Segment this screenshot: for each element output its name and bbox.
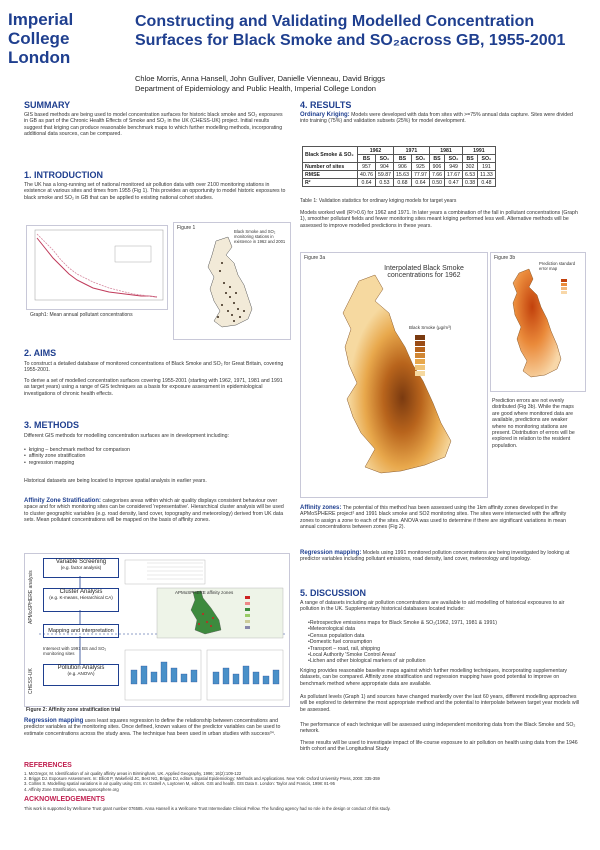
table-row bbox=[303, 171, 496, 179]
fig2-caption: Figure 2: Affinity zone stratification trial bbox=[26, 707, 121, 713]
fig2-box-sub: (e.g. factor analysis) bbox=[60, 565, 102, 570]
graph1 bbox=[26, 225, 168, 310]
introduction-text: The UK has a long-running set of national monitored air pollution data with over 2100 monitoring stations in existence at various sites and times from 1955 (Fig 1). This provides an opportunity to model historic exposures to black smoke and SO₂ in GB that can be applied to existing national cohort studies. bbox=[24, 182, 286, 201]
discussion-bullet: •Domestic fuel consumption bbox=[308, 639, 373, 646]
discussion-p3: As pollutant levels (Graph 1) and sources have changed markedly over the last 60 years, different modelling approaches will be explored to determine the most appropriate method and the potential to interpolate between target year models will be assessed. bbox=[300, 694, 580, 713]
table-cell: 302 bbox=[463, 163, 478, 171]
regression-method-body: uses least squares regression to define the relationship between concentrations and predictor variables at the monitoring sites. Once defined, known values of the predictor variables can be used to estimate concentrations across the study area. The technique has been used in urban studies with success³⁴. bbox=[24, 718, 281, 737]
table-corner: Black Smoke & SO₂ bbox=[303, 147, 358, 163]
fig2-box-sub: (e.g. ANOVA) bbox=[67, 671, 95, 676]
prediction-text: Prediction errors are not evenly distributed (Fig 3b). While the maps are good where monitored data are available, predictions are weaker where no monitoring stations are present. Distribution of errors will be explored in relation to the resident population. bbox=[492, 398, 575, 449]
table-cell: 0.50 bbox=[429, 179, 444, 187]
figure3a bbox=[300, 252, 488, 498]
fig3a-title: Interpolated Black Smoke concentrations for 1962 bbox=[384, 265, 464, 279]
table-year: 1991 bbox=[463, 147, 496, 155]
logo-line2: London bbox=[8, 48, 71, 67]
validation-table-wrap bbox=[302, 146, 496, 187]
table-cell: 15.63 bbox=[393, 171, 411, 179]
discussion-bullet: •Local Authority 'Smoke Control Areas' bbox=[308, 652, 397, 659]
methods-bullets bbox=[24, 447, 286, 466]
table-cell: 7.66 bbox=[429, 171, 444, 179]
table-row bbox=[303, 179, 496, 187]
table-cell: 957 bbox=[358, 163, 376, 171]
graph1-caption: Graph1: Mean annual pollutant concentrations bbox=[30, 312, 133, 318]
table-cell: 0.38 bbox=[463, 179, 478, 187]
discussion-bullet: •Retrospective emissions maps for Black Smoke & SO₂(1962, 1971, 1981 & 1991) bbox=[308, 620, 497, 626]
table-row-label: R² bbox=[303, 179, 358, 187]
figure2 bbox=[24, 553, 290, 707]
table-cell: 949 bbox=[445, 163, 463, 171]
summary-text: GIS based methods are being used to model concentration surfaces for historic black smoke and SO₂ exposures in GB as part of the Chronic Health Effects of Smoke and SO₂ in the UK (CHESS-UK) project. Initial results suggest that kriging can produce reasonable benchmark maps to which further modelling methods, incorporating additional data sources, can be compared. bbox=[24, 112, 283, 138]
table-cell: 0.64 bbox=[411, 179, 429, 187]
affiliation: Department of Epidemiology and Public Health, Imperial College London bbox=[135, 84, 376, 93]
table-row-label: RMSE bbox=[303, 171, 358, 179]
methods-bullet: • affinity zone stratification bbox=[24, 453, 86, 460]
reference-item: 4. Affinity Zone Stratification, www.apmosphere.org bbox=[24, 786, 119, 792]
fig2-side-top-label: APMoSPHERE analysis bbox=[28, 570, 34, 624]
table-cell: 0.68 bbox=[393, 179, 411, 187]
table-cell: 77.97 bbox=[411, 171, 429, 179]
results-heading: 4. RESULTS bbox=[300, 100, 352, 110]
aims-heading: 2. AIMS bbox=[24, 348, 57, 358]
table-cell: 904 bbox=[375, 163, 393, 171]
table-caption: Table 1: Validation statistics for ordinary kriging models for target years bbox=[300, 198, 457, 204]
table-cell: 11.33 bbox=[478, 171, 496, 179]
table-cell: 0.48 bbox=[478, 179, 496, 187]
fig2-side-bottom-label: CHESS-UK bbox=[28, 668, 34, 694]
table-cell: 59.87 bbox=[375, 171, 393, 179]
fig3a-legend-title: Black Smoke (μg/m³) bbox=[409, 325, 452, 330]
summary-heading: SUMMARY bbox=[24, 100, 71, 110]
table-cell: 0.47 bbox=[445, 179, 463, 187]
table-cell: 906 bbox=[393, 163, 411, 171]
table-subheader: SO₂ bbox=[411, 155, 429, 163]
regression-result-text bbox=[300, 550, 580, 563]
table-subheader: SO₂ bbox=[478, 155, 496, 163]
validation-table bbox=[302, 146, 496, 187]
affinity-method-title: Affinity Zone Stratification: bbox=[24, 498, 101, 504]
methods-intro: Different GIS methods for modelling concentration surfaces are in development including: bbox=[24, 433, 229, 439]
table-cell: 17.67 bbox=[445, 171, 463, 179]
discussion-bullet: •Meteorological data bbox=[308, 626, 356, 633]
table-cell: 0.53 bbox=[375, 179, 393, 187]
table-subheader: BS bbox=[358, 155, 376, 163]
fig2-box-title: Pollution Analysis bbox=[57, 665, 105, 671]
fig2-graphics bbox=[25, 554, 289, 706]
fig3a-map bbox=[301, 253, 487, 497]
table-header-row bbox=[303, 147, 496, 155]
kriging-text bbox=[300, 112, 580, 125]
fig3a-legend bbox=[415, 335, 425, 376]
methods-heading: 3. METHODS bbox=[24, 420, 80, 430]
affinity-method-text bbox=[24, 498, 286, 524]
regression-method-text bbox=[24, 718, 286, 737]
models-text: Models worked well (R²>0.6) for 1962 and 1971. In later years a combination of the fall in pollutant concentrations (Graph 1), smoother pollutant fields and fewer monitoring sites meant kriging performed less well. Alternative methods will be assessed to improve modelled predictions in these years. bbox=[300, 210, 578, 229]
table-year: 1981 bbox=[429, 147, 462, 155]
acknowledgements-heading: ACKNOWLEDGEMENTS bbox=[24, 796, 105, 803]
regression-result-title: Regression mapping: bbox=[300, 550, 362, 556]
table-year: 1962 bbox=[358, 147, 394, 155]
fig3b-label: Figure 3b bbox=[494, 255, 516, 261]
discussion-bullet: •Transport – road, rail, shipping bbox=[308, 645, 380, 652]
figure1-label: Figure 1 bbox=[177, 225, 196, 231]
methods-historical: Historical datasets are being located to improve spatial analysis in earlier years. bbox=[24, 478, 207, 484]
reference-item: 3. Collins S. Modelling spatial variations in air quality using GIS. In: Gatrell A, Loytonen M, editors. GIS and health. GIS Data II. London: Taylor and Francis, 1998: 81-95 bbox=[24, 781, 335, 787]
table-year: 1971 bbox=[393, 147, 429, 155]
figure1 bbox=[173, 222, 291, 340]
references-heading: REFERENCES bbox=[24, 762, 72, 769]
affinity-result-title: Affinity zones: bbox=[300, 505, 342, 511]
table-cell: 191 bbox=[478, 163, 496, 171]
fig2-note: Intersect with 1991 BS and SO₂ monitoring sites bbox=[43, 646, 107, 656]
methods-bullet-text: kriging – benchmark method for comparison bbox=[28, 447, 130, 453]
discussion-heading: 5. DISCUSSION bbox=[300, 588, 367, 598]
table-cell: 925 bbox=[411, 163, 429, 171]
discussion-bullets bbox=[308, 620, 580, 665]
discussion-p2: Kriging provides reasonable baseline maps against which further modelling techniques, incorporating supplementary datasets, can be compared. Affinity zone stratification and regression mapping have good potential to improve on benchmark method where appropriate data are available. bbox=[300, 668, 568, 687]
methods-bullet-text: regression mapping bbox=[28, 459, 75, 466]
kriging-title: Ordinary Kriging: bbox=[300, 112, 350, 118]
acknowledgements-text: This work is supported by Wellcome Trust grant number 076585. Anna Hansell is a Wellcome Trust Intermediate Clinical Fellow. The funding agency had no role in the design or conduct of this study. bbox=[24, 806, 391, 811]
affinity-result-text bbox=[300, 505, 580, 531]
kriging-body: Models were developed with data from sites with >=75% annual data capture. Sites were divided into training (75%) and validation subsets (25%) for model development. bbox=[300, 112, 573, 125]
table-subheader: BS bbox=[393, 155, 411, 163]
table-row-label: Number of sites bbox=[303, 163, 358, 171]
fig2-box-title: Variable Screening bbox=[55, 559, 107, 565]
aims-p1: To construct a detailed database of monitored concentrations of Black Smoke and SO₂ for Great Britain, covering 1955-2001. bbox=[24, 361, 284, 374]
fig3a-label: Figure 3a bbox=[304, 255, 326, 261]
poster-title: Constructing and Validating Modelled Concentration Surfaces for Black Smoke and SO₂across GB, 1955-2001 bbox=[135, 13, 566, 49]
discussion-bullet: •Census population data bbox=[308, 632, 365, 639]
regression-result-body: Models using 1991 monitored pollution concentrations are being investigated by looking at predictor variables including pollutant emissions, road density, land cover, meteorology and topology. bbox=[300, 550, 570, 563]
authors: Chloe Morris, Anna Hansell, John Gulliver, Danielle Vienneau, David Briggs bbox=[135, 74, 385, 83]
affinity-method-body: categorises areas within which air quality displays consistent behaviour over space and for which monitoring sites can be considered 'representative'. Hierarchical cluster analysis will be used to cluster geographic variables (e.g. road density, land cover, topography and meteorology) derived from UK data sets. Mean pollutant concentrations will be mapped on the basis of affinity zones. bbox=[24, 498, 284, 524]
methods-bullet-text: affinity zone stratification bbox=[28, 453, 86, 460]
table-subheader: SO₂ bbox=[375, 155, 393, 163]
table-cell: 40.76 bbox=[358, 171, 376, 179]
fig3b-map bbox=[491, 253, 585, 391]
discussion-p5: These results will be used to investigate impact of life-course exposure to air pollution on health using data from the 1946 birth cohort and the Longitudinal Study bbox=[300, 740, 578, 753]
graph1-plot bbox=[27, 226, 167, 309]
reference-item: 1. McGregor, M. Identification of air quality affinity areas in Birmingham, UK. Applied Geography, 1996; 16(2):109-122 bbox=[24, 771, 242, 776]
reference-item: 2. Briggs DJ. Exposure Assessment. In: Elliott P, Wakefield JC, Best NG, Briggs DJ, editors. Spatial Epidemiology: Methods and Applications. New York: Oxford University Press, 2000: 335-359 bbox=[24, 776, 380, 782]
discussion-p4: The performance of each technique will be assessed using independent monitoring data from the Black Smoke and SO₂ network. bbox=[300, 722, 576, 735]
table-subheader: BS bbox=[429, 155, 444, 163]
figure3b bbox=[490, 252, 586, 392]
methods-bullet: • regression mapping bbox=[24, 459, 75, 466]
imperial-logo bbox=[8, 10, 128, 67]
aims-p2: To derive a set of modelled concentration surfaces covering 1955-2001 (starting with 1962, 1971, 1981 and 1991 as target years) using a range of GIS techniques as a basis for exposure assessment in epidemiological investigations of chronic health effects. bbox=[24, 378, 283, 397]
fig3b-title: Prediction standard error map bbox=[539, 261, 576, 271]
fig2-box-mapping: Mapping and interpretation bbox=[43, 624, 119, 638]
logo-line1: Imperial College bbox=[8, 10, 74, 48]
methods-bullet: • kriging – benchmark method for comparison bbox=[24, 447, 130, 453]
introduction-heading: 1. INTRODUCTION bbox=[24, 170, 104, 180]
references-list bbox=[24, 771, 584, 792]
figure1-note: Black Smoke and SO₂ monitoring stations in existence in 1962 and 2001 bbox=[234, 229, 286, 244]
discussion-p1: A range of datasets including air pollution concentrations are available to aid modelling of historical exposures to air pollution in the UK. Supplementary historical databases located include: bbox=[300, 600, 565, 613]
regression-method-title: Regression mapping bbox=[24, 718, 84, 724]
table-cell: 906 bbox=[429, 163, 444, 171]
fig2-map-title: APMoSPHERE affinity zones bbox=[175, 590, 234, 595]
table-row bbox=[303, 163, 496, 171]
fig2-box-title: Cluster Analysis bbox=[59, 589, 103, 595]
affinity-result-body: The potential of this method has been assessed using the 1km affinity zones developed in the APMoSPHERE project² and 1991 black smoke and SO2 monitoring sites. The sites were intersected with the affinity zones to assign a zone to each of the sites. ANOVA was used to determine if there are significant variations in mean annual concentrations between zones (Fig 2). bbox=[300, 505, 567, 531]
table-cell: 0.64 bbox=[358, 179, 376, 187]
table-subheader: BS bbox=[463, 155, 478, 163]
authors-block bbox=[135, 74, 590, 94]
fig2-box-sub: (e.g. K-means, Hierarchical CA) bbox=[49, 595, 113, 600]
table-subheader: SO₂ bbox=[445, 155, 463, 163]
table-cell: 6.53 bbox=[463, 171, 478, 179]
discussion-bullet: •Lichen and other biological markers of air pollution bbox=[308, 658, 426, 665]
